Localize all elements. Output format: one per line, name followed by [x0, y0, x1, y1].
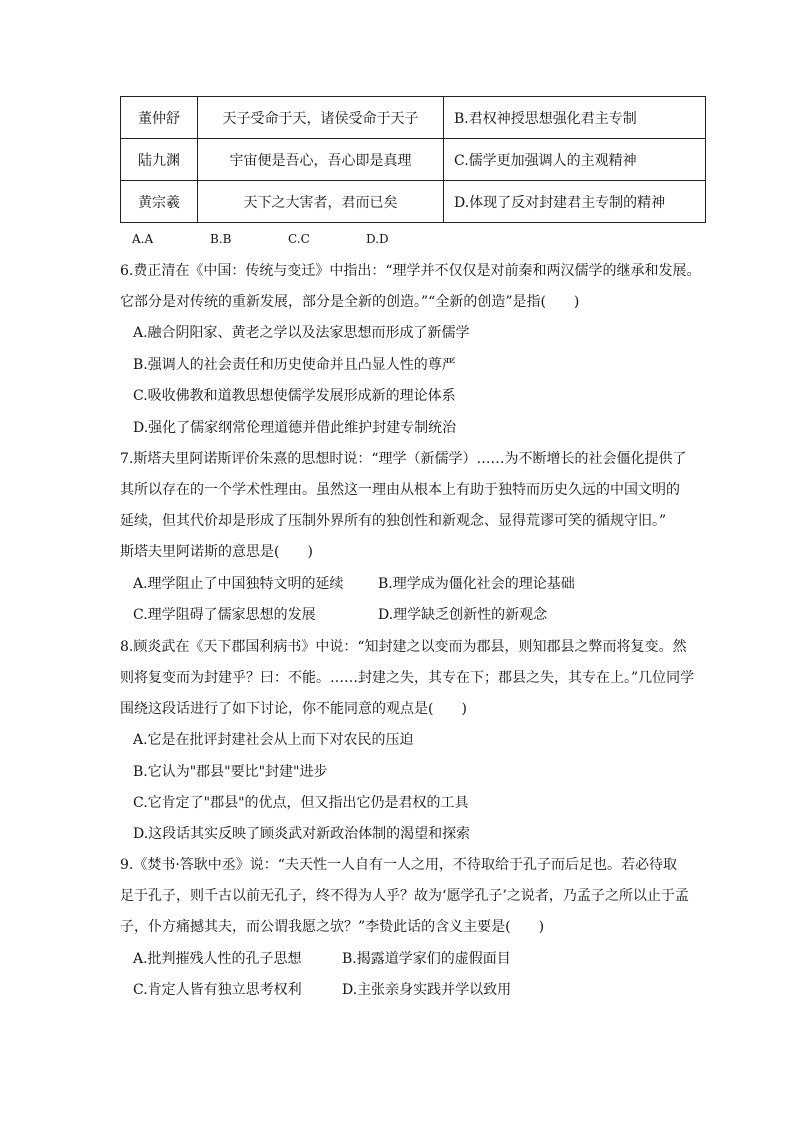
q8-stem-line: 围绕这段话进行了如下讨论，你不能同意的观点是( ) — [120, 701, 467, 717]
q7-stem-line: 其所以存在的一个学术性理由。虽然这一理由从根本上有助于独特而历史久远的中国文明的 — [120, 482, 680, 498]
q9-option-b: B.揭露道学家们的虚假面目 — [342, 951, 511, 967]
person-cell: 黄宗羲 — [121, 181, 198, 223]
q6-stem-line: 它部分是对传统的重新发展，部分是全新的创造。”“全新的创造”是指( ) — [120, 294, 580, 310]
quote-cell: 宇宙便是吾心，吾心即是真理 — [198, 139, 444, 181]
choice-b: B.B — [210, 232, 232, 246]
option-cell: B.君权神授思想强化君主专制 — [444, 97, 706, 139]
q8-option-c: C.它肯定了"郡县"的优点，但又指出它仍是君权的工具 — [133, 795, 469, 811]
choice-a: A.A — [132, 232, 154, 246]
q8-stem-line: 则将复变而为封建乎？曰：不能。……封建之失，其专在下；郡县之失，其专在上。”几位同学 — [120, 670, 695, 686]
q9-stem-line: 足于孔子，则千古以前无孔子，终不得为人乎？故为‘愿学孔子’之说者，乃孟子之所以止于孟 — [120, 888, 689, 904]
q9-option-d: D.主张亲身实践并学以致用 — [342, 982, 512, 998]
q7-option-c: C.理学阻碍了儒家思想的发展 — [133, 607, 316, 623]
q6-option-c: C.吸收佛教和道教思想使儒学发展形成新的理论体系 — [133, 388, 456, 404]
q6-stem-line: 6.费正清在《中国：传统与变迁》中指出：“理学并不仅仅是对前秦和两汉儒学的继承和发展。 — [120, 263, 701, 279]
q7-option-a: A.理学阻止了中国独特文明的延续 — [133, 576, 344, 592]
table-row — [121, 97, 706, 139]
matching-table — [120, 96, 706, 223]
q9-option-c: C.肯定人皆有独立思考权利 — [133, 982, 302, 998]
choice-c: C.C — [288, 232, 310, 246]
q8-option-d: D.这段话其实反映了顾炎武对新政治体制的渴望和探索 — [133, 826, 471, 842]
table-row — [121, 181, 706, 223]
person-cell: 陆九渊 — [121, 139, 198, 181]
q8-option-b: B.它认为"郡县"要比"封建"进步 — [133, 764, 328, 780]
q6-option-a: A.融合阴阳家、黄老之学以及法家思想而形成了新儒学 — [133, 325, 470, 341]
option-cell: C.儒学更加强调人的主观精神 — [444, 139, 706, 181]
q8-stem-line: 8.顾炎武在《天下郡国利病书》中说：“知封建之以变而为郡县，则知郡县之弊而将复变。然 — [120, 639, 687, 655]
person-cell: 董仲舒 — [121, 97, 198, 139]
q9-option-a: A.批判摧残人性的孔子思想 — [133, 951, 302, 967]
q7-stem-line: 7.斯塔夫里阿诺斯评价朱熹的思想时说：“理学（新儒学）……为不断增长的社会僵化提供了 — [120, 451, 687, 467]
q7-option-b: B.理学成为僵化社会的理论基础 — [378, 576, 575, 592]
quote-cell: 天子受命于天，诸侯受命于天子 — [198, 97, 444, 139]
q9-stem-line: 9.《焚书·答耿中丞》说：“夫天性一人自有一人之用，不待取给于孔子而后足也。若必待取 — [120, 857, 677, 873]
q7-stem-line: 斯塔夫里阿诺斯的意思是( ) — [120, 544, 313, 560]
q7-option-d: D.理学缺乏创新性的新观念 — [378, 607, 548, 623]
q6-option-b: B.强调人的社会责任和历史使命并且凸显人性的尊严 — [133, 357, 456, 373]
q9-stem-line: 子，仆方痛撼其夫，而公谓我愿之欤？”李贽此话的含义主要是( ) — [120, 919, 545, 935]
choice-d: D.D — [366, 232, 389, 246]
quote-cell: 天下之大害者，君而已矣 — [198, 181, 444, 223]
q8-option-a: A.它是在批评封建社会从上而下对农民的压迫 — [133, 732, 414, 748]
q7-stem-line: 延续，但其代价却是形成了压制外界所有的独创性和新观念、显得荒谬可笑的循规守旧。” — [120, 513, 667, 529]
option-cell: D.体现了反对封建君主专制的精神 — [444, 181, 706, 223]
table-row — [121, 139, 706, 181]
q5-choices — [132, 232, 444, 246]
q6-option-d: D.强化了儒家纲常伦理道德并借此维护封建专制统治 — [133, 420, 457, 436]
